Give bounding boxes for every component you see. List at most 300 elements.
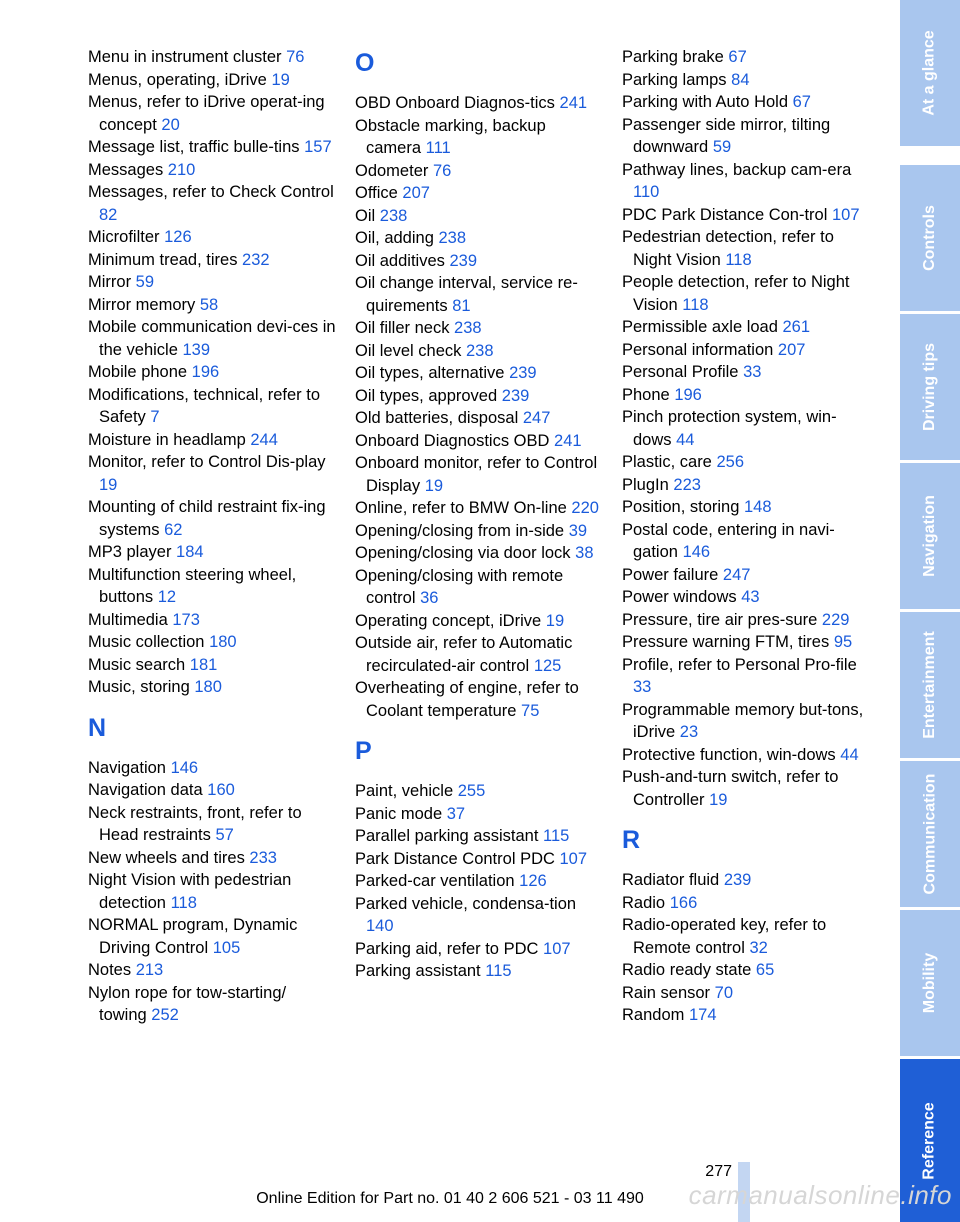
index-page-link[interactable]: 140 [366,917,394,935]
index-page-link[interactable]: 238 [379,206,408,225]
index-page-link[interactable]: 19 [99,475,118,494]
index-entry [355,227,605,250]
index-entry-text: Radiator fluid [622,871,720,889]
index-entry [622,46,872,69]
index-page-link[interactable]: 125 [533,656,562,675]
index-page-link[interactable]: 241 [554,431,582,450]
section-tabs [900,0,960,1222]
index-entry [622,361,872,384]
index-entry [88,226,338,249]
index-page-link[interactable]: 233 [249,848,277,867]
index-entry-text: Mobile phone [88,363,188,381]
section-tab-label: Communication [921,773,939,895]
index-page-link[interactable]: 173 [172,610,200,629]
index-entry-text: Oil change interval, service re-quirements [355,274,578,315]
index-letter-heading: R [622,826,641,854]
index-entry-text: PDC Park Distance Con-trol [622,205,828,224]
index-page-link[interactable]: 210 [167,160,196,179]
index-entry-text: Menus, operating, iDrive [88,70,267,89]
index-page-link[interactable]: 174 [688,1006,717,1024]
index-page-link[interactable]: 33 [743,363,762,381]
index-entry-text: Profile, refer to Personal Pro-file [622,655,857,674]
index-page-link[interactable]: 213 [135,961,164,979]
index-page-link[interactable]: 118 [682,295,709,314]
index-entry-text: Onboard Diagnostics OBD [355,431,550,450]
index-entry [88,429,338,452]
section-tab-label: Reference [921,1101,938,1180]
index-page-link[interactable]: 38 [575,544,594,562]
index-entry [88,869,338,914]
index-page-link[interactable]: 82 [99,205,118,224]
index-entry-text: Notes [88,961,132,979]
index-page-link[interactable]: 181 [189,655,218,674]
index-page-link[interactable]: 232 [242,250,270,269]
index-entry-text: Postal code, entering in navi-gation [622,520,835,561]
section-tab-label: Mobility [921,952,938,1014]
index-entry [88,631,338,654]
index-entry-text: Old batteries, disposal [355,409,519,427]
index-entry-text: Microfilter [88,228,160,246]
index-page-link[interactable]: 229 [821,610,850,629]
index-entry-text: Opening/closing via door lock [355,544,571,562]
index-entry [88,609,338,632]
index-page-link[interactable]: 37 [446,804,466,823]
index-entry [622,69,872,92]
index-entry [622,959,872,982]
index-page-link[interactable]: 33 [633,678,652,696]
index-page-link[interactable]: 81 [452,296,471,315]
index-page-link[interactable]: 238 [438,229,467,247]
index-entry [355,780,605,803]
index-entry-text: Parallel parking assistant [355,827,539,845]
index-entry [622,204,872,227]
index-entry [88,271,338,294]
section-tab-label: Navigation [921,495,939,577]
section-gap [355,722,605,734]
index-entry-text: Rain sensor [622,983,711,1002]
index-page-link[interactable]: 44 [676,430,695,449]
index-entry [355,825,605,848]
section-tab[interactable] [900,910,960,1056]
index-entry-text: Menus, refer to iDrive operat-ing concept [88,93,325,134]
index-entry [88,779,338,802]
index-entry-text: Oil types, approved [355,386,498,405]
index-page-link[interactable]: 36 [420,589,439,607]
index-entry-text: Message list, traffic bulle-tins [88,138,300,156]
index-entry-text: Oil, adding [355,229,434,247]
index-entry-text: Paint, vehicle [355,782,454,800]
index-entry-text: Plastic, care [622,453,712,471]
index-entry-text: Multimedia [88,610,168,629]
index-page-link[interactable]: 43 [741,588,760,606]
footer-edition: Online Edition for Part no. 01 40 2 606 521 - 03 11 490 [256,1190,644,1207]
index-page-link[interactable]: 118 [725,250,752,269]
index-page-link[interactable]: 19 [271,70,290,89]
index-page-link[interactable]: 70 [714,983,733,1002]
index-entry [622,1004,872,1027]
index-entry [355,938,605,961]
index-entry-text: Navigation data [88,781,203,799]
index-page-link[interactable]: 76 [432,161,452,180]
index-entry [622,474,872,497]
index-page-link[interactable]: 19 [545,611,565,630]
index-entry [88,802,338,847]
section-gap [622,811,872,823]
index-page-link[interactable]: 256 [716,453,744,471]
index-entry-text: Odometer [355,161,429,180]
index-entry-text: Pressure warning FTM, tires [622,633,830,651]
index-entry-text: Parked vehicle, condensa-tion [355,894,577,913]
index-entry [622,316,872,339]
index-entry [88,541,338,564]
index-page-link[interactable]: 196 [674,385,702,404]
index-entry-text: Obstacle marking, backup camera [355,116,546,157]
section-tab[interactable] [900,165,960,311]
index-entry [622,586,872,609]
index-entry [355,870,605,893]
index-entry [88,384,338,429]
index-page-link[interactable]: 62 [164,520,183,539]
index-page-link[interactable]: 107 [543,939,571,958]
watermark: carmanualsonline.info [688,1180,952,1210]
index-entry [622,699,872,744]
section-tab-label: Entertainment [921,631,939,739]
index-page-link[interactable]: 247 [722,565,751,584]
index-entry [622,609,872,632]
index-entry [622,564,872,587]
index-entry-text: Mobile communication devi-ces in the vehicle [88,318,336,359]
index-entry [88,136,338,159]
index-entry-text: Oil filler neck [355,319,450,337]
index-entry-text: Onboard monitor, refer to Control Display [355,454,598,495]
index-entry-text: Oil types, alternative [355,364,505,382]
index-page-link[interactable]: 67 [728,48,747,66]
index-entry [88,654,338,677]
index-entry-text: Pressure, tire air pres-sure [622,610,818,629]
index-page-link[interactable]: 238 [465,341,494,360]
index-page-link[interactable]: 105 [212,938,241,957]
index-page-link[interactable]: 59 [135,273,155,291]
index-entry-text: Phone [622,385,670,404]
index-page-link[interactable]: 139 [182,340,211,359]
index-entry-text: Programmable memory but-tons, iDrive [622,700,864,741]
index-entry-text: People detection, refer to Night Vision [622,273,850,314]
index-entry [355,182,605,205]
index-entry-text: Power windows [622,588,737,606]
index-page-link[interactable]: 107 [559,849,588,868]
index-page-link[interactable]: 207 [402,184,430,202]
index-entry-text: Mirror [88,273,132,291]
index-entry-text: Messages [88,160,164,179]
index-entry-text: Parking aid, refer to PDC [355,939,539,958]
section-tab[interactable] [900,612,960,758]
index-entry [622,271,872,316]
index-entry-text: Radio ready state [622,961,752,979]
index-entry [622,744,872,767]
index-entry-text: New wheels and tires [88,848,245,867]
index-entry [88,46,338,69]
index-page-link[interactable]: 19 [709,790,728,809]
index-entry-text: Night Vision with pedestrian detection [88,871,292,912]
index-entry-text: Radio-operated key, refer to Remote control [622,916,827,957]
index-entry [355,960,605,983]
index-entry-text: Mounting of child restraint fix-ing systems [88,498,326,539]
index-entry-text: Music collection [88,633,205,651]
index-page-link[interactable]: 95 [833,633,853,651]
index-page-link[interactable]: 148 [744,498,772,516]
index-page-link[interactable]: 19 [424,476,444,495]
index-entry-text: Permissible axle load [622,318,778,336]
index-page-link[interactable]: 146 [682,543,711,561]
index-entry [88,316,338,361]
index-page-link[interactable]: 67 [792,93,811,111]
index-entry [88,982,338,1027]
index-page-link[interactable]: 252 [151,1006,179,1024]
section-tab[interactable] [900,314,960,460]
index-entry [622,384,872,407]
index-entry [355,362,605,385]
index-page-link[interactable]: 118 [170,893,197,912]
index-entry [355,272,605,317]
index-page-link[interactable]: 160 [207,781,235,799]
index-entry [88,181,338,226]
index-entry-text: Neck restraints, front, refer to Head restraints [88,803,302,844]
index-entry-text: Multifunction steering wheel, buttons [88,565,297,606]
index-page-link[interactable]: 239 [509,364,537,382]
index-entry [355,250,605,273]
index-entry [355,520,605,543]
index-entry-text: Parked-car ventilation [355,872,515,890]
index-entry-text: Personal Profile [622,363,739,381]
index-page-link[interactable]: 75 [521,701,540,720]
page-number: 277 [705,1163,732,1180]
index-entry [355,677,605,722]
index-entry-text: Oil level check [355,341,462,360]
section-tab-label: Controls [921,205,938,271]
index-entry [88,496,338,541]
index-entry [622,91,872,114]
index-entry [622,114,872,159]
index-entry [355,340,605,363]
index-entry-text: Parking with Auto Hold [622,93,789,111]
index-entry [622,519,872,564]
index-entry-text: Opening/closing with remote control [355,566,564,607]
index-entry-text: Outside air, refer to Automatic recirculated-air control [355,634,573,675]
index-page-link[interactable]: 126 [164,228,192,246]
index-column-3 [622,46,872,1027]
index-column-2 [355,46,605,983]
index-column-1 [88,46,338,1027]
index-entry [88,249,338,272]
index-page-link[interactable]: 126 [519,872,547,890]
index-entry-text: Mirror memory [88,295,196,314]
index-entry [355,92,605,115]
index-entry [355,497,605,520]
index-entry-text: NORMAL program, Dynamic Driving Control [88,916,298,957]
index-page-link[interactable]: 32 [749,938,768,957]
index-entry [355,542,605,565]
index-page-link[interactable]: 39 [568,521,588,540]
index-page-link[interactable]: 239 [501,386,530,405]
index-entry-text: Pathway lines, backup cam-era [622,160,852,179]
section-gap [88,699,338,711]
index-page-link[interactable]: 166 [669,893,698,912]
index-entry-text: Monitor, refer to Control Dis-play [88,453,326,471]
index-page-link[interactable]: 196 [191,363,220,381]
index-entry [88,294,338,317]
index-entry-text: Park Distance Control PDC [355,849,555,868]
index-entry [622,451,872,474]
index-page-link[interactable]: 44 [840,745,859,764]
index-page-link[interactable]: 146 [170,758,199,777]
index-page-link[interactable]: 180 [194,678,222,696]
index-entry [622,631,872,654]
index-entry [88,676,338,699]
index-entry-text: Power failure [622,565,719,584]
index-entry [622,496,872,519]
index-entry [355,385,605,408]
index-entry [355,848,605,871]
index-page-link[interactable]: 12 [157,588,177,606]
section-tab[interactable] [900,761,960,907]
index-entry [622,226,872,271]
index-page-link[interactable]: 239 [449,251,477,270]
index-page-link[interactable]: 157 [304,138,332,156]
index-page-link[interactable]: 220 [571,499,599,517]
index-entry [88,564,338,609]
index-page-link[interactable]: 57 [215,826,234,844]
index-page-link[interactable]: 76 [286,48,305,66]
index-entry-text: Menu in instrument cluster [88,48,282,66]
index-page-link[interactable]: 115 [485,962,512,980]
index-entry [355,115,605,160]
index-entry-text: MP3 player [88,543,172,561]
index-entry-text: Oil [355,206,376,225]
index-entry-text: Minimum tread, tires [88,250,238,269]
index-entry [88,757,338,780]
index-letter-heading: N [88,713,107,742]
index-page-link[interactable]: 207 [777,340,806,359]
index-letter-heading: O [355,49,375,77]
index-entry-text: Operating concept, iDrive [355,611,542,630]
index-entry [355,160,605,183]
index-entry [355,430,605,453]
index-entry-text: Parking lamps [622,70,727,89]
index-entry [622,406,872,451]
index-entry [622,914,872,959]
section-tab[interactable] [900,0,960,146]
index-entry-text: Music search [88,655,186,674]
index-page-link[interactable]: 184 [176,543,204,561]
index-entry [355,610,605,633]
index-entry [88,361,338,384]
index-entry [355,632,605,677]
index-entry [355,317,605,340]
index-entry [622,892,872,915]
index-entry-text: Radio [622,893,666,912]
index-page-link[interactable]: 180 [209,633,237,651]
index-entry-text: Moisture in headlamp [88,430,246,449]
index-letter-heading: P [355,737,372,765]
index-entry-text: Messages, refer to Check Control [88,183,334,201]
index-entry-text: Overheating of engine, refer to Coolant temperature [355,679,579,720]
index-entry-text: Music, storing [88,678,190,696]
index-entry-text: Random [622,1006,685,1024]
index-page-link[interactable]: 244 [250,430,278,449]
index-entry [88,959,338,982]
index-entry-text: PlugIn [622,475,669,494]
index-entry-text: OBD Onboard Diagnos-tics [355,94,555,112]
index-page-link[interactable]: 59 [712,138,732,156]
index-page-link[interactable]: 65 [755,961,775,979]
index-entry-text: Parking assistant [355,962,481,980]
index-entry [355,407,605,430]
index-entry [622,982,872,1005]
index-entry-text: Push-and-turn switch, refer to Controller [622,768,839,809]
index-entry [355,803,605,826]
index-entry-text: Passenger side mirror, tilting downward [622,115,831,156]
index-page-link[interactable]: 110 [633,183,660,201]
index-entry [88,914,338,959]
index-entry [622,339,872,362]
index-entry-text: Personal information [622,340,774,359]
index-entry-text: Modifications, technical, refer to Safety [88,385,321,426]
index-entry-text: Online, refer to BMW On-line [355,499,567,517]
index-entry-text: Opening/closing from in-side [355,521,565,540]
index-entry-text: Oil additives [355,251,445,270]
index-page-link[interactable]: 255 [457,782,486,800]
index-entry [355,452,605,497]
section-tab-label: Driving tips [921,342,939,432]
index-entry-text: Position, storing [622,498,740,516]
section-tab-label: At a glance [921,30,939,116]
index-page-link[interactable]: 238 [454,319,482,337]
index-entry [622,869,872,892]
index-entry [88,91,338,136]
index-entry [622,654,872,699]
index-entry-text: Pinch protection system, win-dows [622,408,837,449]
index-page-link[interactable]: 247 [522,409,551,427]
index-entry [88,451,338,496]
index-page-link[interactable]: 107 [832,205,860,224]
index-entry-text: Panic mode [355,804,443,823]
index-entry-text: Parking brake [622,48,724,66]
index-page-link[interactable]: 241 [559,94,588,112]
index-page-link[interactable]: 223 [673,475,701,494]
index-entry-text: Office [355,184,398,202]
index-entry-text: Pedestrian detection, refer to Night Vision [622,228,834,269]
index-page-link[interactable]: 115 [543,827,570,845]
index-entry-text: Protective function, win-dows [622,745,836,764]
section-tab[interactable] [900,463,960,609]
index-page-link[interactable]: 58 [199,295,219,314]
index-entry [88,847,338,870]
index-page-link[interactable]: 23 [679,723,699,741]
index-entry [88,69,338,92]
index-page-link[interactable]: 239 [723,871,752,889]
index-entry [355,565,605,610]
index-entry [355,205,605,228]
index-page-link[interactable]: 111 [425,139,451,157]
index-page-link[interactable]: 84 [731,70,750,89]
index-entry [622,766,872,811]
index-page-link[interactable]: 7 [150,408,160,426]
index-page-link[interactable]: 20 [161,115,180,134]
index-entry-text: Nylon rope for tow-starting/ towing [88,983,287,1024]
index-page-link[interactable]: 261 [782,318,811,336]
index-entry [622,159,872,204]
index-entry-text: Navigation [88,758,166,777]
